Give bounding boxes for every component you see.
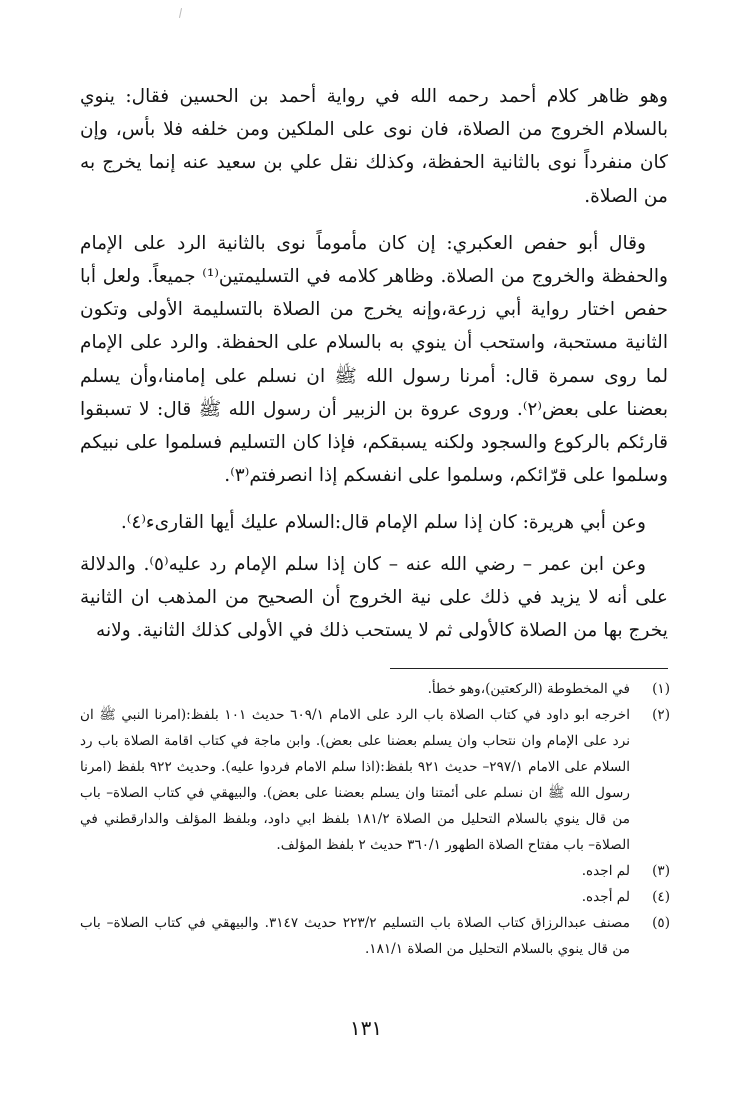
footnote-number: (٣): [652, 863, 670, 879]
footnote-text: لم اجده.: [581, 863, 630, 879]
footnote-text: لم أجده.: [581, 889, 630, 905]
footnote-number: (١): [652, 681, 670, 697]
scan-mark: [179, 8, 182, 18]
footnote-text: في المخطوطة (الركعتين)،وهو خطأ.: [427, 681, 630, 697]
footnote-number: (٥): [652, 915, 670, 931]
footnote-item: [80, 702, 670, 858]
footnote-item: [80, 858, 670, 884]
page-number: ١٣١: [349, 1016, 383, 1040]
footnote-item: [80, 884, 670, 910]
paragraph: وهو ظاهر كلام أحمد رحمه الله في رواية أحمد بن الحسين فقال: ينوي بالسلام الخروج من الصلاة، فان نوى على الملكين ومن خلفه فلا بأس، وإن كان منفرداً نوى بالثانية الحفظة، وكذلك نقل علي بن سعيد عنه إنما يخرج به من الصلاة.: [80, 86, 668, 207]
footnote-text: اخرجه ابو داود في كتاب الصلاة باب الرد على الامام ٦٠٩/١ حديث ١٠١ بلفظ:(امرنا النبي ﷺ ان نرد على الإمام وان نتحاب وان يسلم بعضنا على بعض). وابن ماجة في كتاب اقامة الصلاة باب رد السلام على الامام ٢٩٧/١– حديث ٩٢١ بلفظ:(اذا سلم الامام فردوا عليه). وحديث ٩٢٢ بلفظ (امرنا رسول الله ﷺ ان نسلم على أئمتنا وان يسلم بعضنا على بعض). والبيهقي في كتاب الصلاة– باب من قال ينوي بالسلام التحليل من الصلاة ١٨١/٢ بلفظ ابي داود، وبلفظ المؤلف والدارقطني في الصلاة– باب مفتاح الصلاة الطهور ٣٦٠/١ حديث ٢ بلفظ المؤلف.: [80, 707, 630, 853]
main-text: [80, 80, 668, 661]
footnote-item: [80, 676, 670, 702]
paragraph: وعن ابن عمر – رضي الله عنه – كان إذا سلم الإمام رد عليه⁽٥⁾. والدلالة على أنه لا يزيد في ذلك على نية الخروج أن الصحيح من المذهب ان الثانية يخرج بها من الصلاة كالأولى ثم لا يستحب ذلك في الأولى كذلك الثانية. ولانه: [80, 553, 668, 642]
footnote-number: (٤): [652, 889, 670, 905]
footnote-divider: [390, 668, 668, 669]
paragraph: وعن أبي هريرة: كان إذا سلم الإمام قال:السلام عليك أيها القارىء⁽٤⁾.: [120, 512, 646, 534]
footnote-item: [80, 910, 670, 962]
footnote-number: (٢): [652, 707, 670, 723]
footnote-text: مصنف عبدالرزاق كتاب الصلاة باب التسليم ٢٢٣/٢ حديث ٣١٤٧. والبيهقي في كتاب الصلاة– باب من قال ينوي بالسلام التحليل من الصلاة ١٨١/١.: [80, 915, 630, 957]
paragraph: وقال أبو حفص العكبري: إن كان مأموماً نوى بالثانية الرد على الإمام والحفظة والخروج من الصلاة. وظاهر كلامه في التسليمتين⁽¹⁾ جميعاً. ولعل أبا حفص اختار رواية أبي زرعة،وإنه يخرج من الصلاة بالتسليمة الأولى وتكون الثانية مستحبة، واستحب أن ينوي به بالسلام على الحفظة. والرد على الإمام لما روى سمرة قال: أمرنا رسول الله ﷺ ان نسلم على إمامنا،وأن يسلم بعضنا على بعض⁽٢⁾. وروى عروة بن الزبير أن رسول الله ﷺ قال: لا تسبقوا قارئكم بالركوع والسجود ولكنه يسبقكم، فإذا كان التسليم فسلموا على نبيكم وسلموا على قرّائكم، وسلموا على انفسكم إذا انصرفتم⁽٣⁾.: [80, 232, 668, 487]
footnotes: [80, 676, 670, 962]
